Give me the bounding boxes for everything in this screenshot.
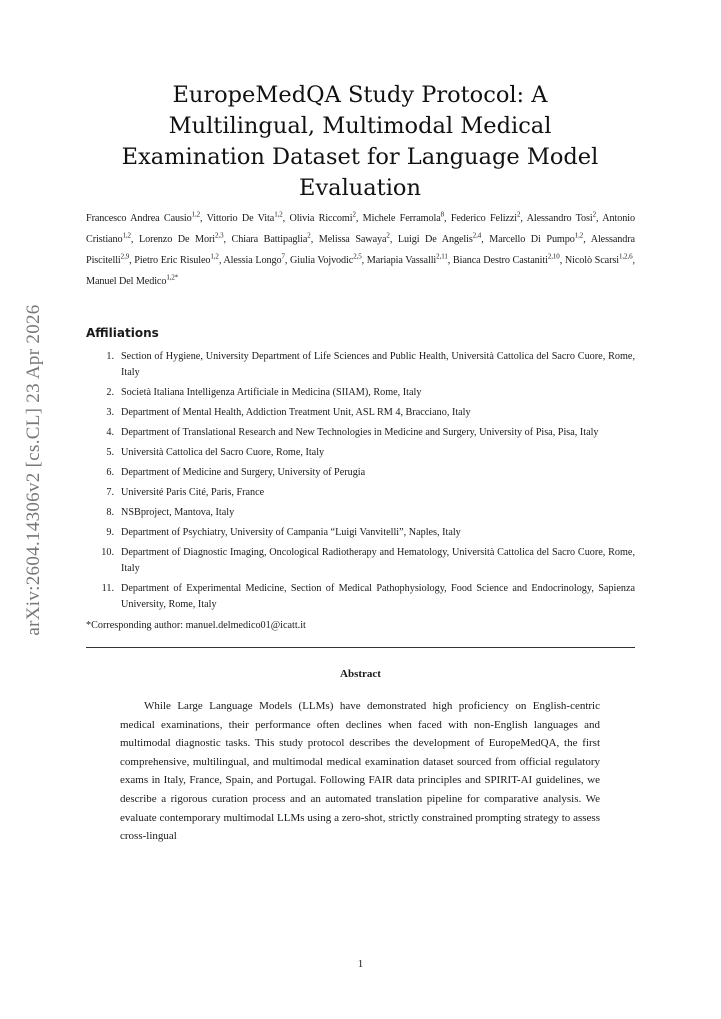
affiliation-number: 8. [106, 507, 114, 518]
affiliation-number: 7. [106, 487, 114, 498]
affiliation-item [86, 349, 635, 381]
author-name: Francesco Andrea Causio [86, 213, 192, 224]
affiliation-number: 2. [106, 387, 114, 398]
affiliation-number: 9. [106, 527, 114, 538]
author-name: Michele Ferramola [362, 213, 441, 224]
affiliation-item [86, 445, 635, 461]
affiliation-item [86, 525, 635, 541]
author-name: Manuel Del Medico [86, 276, 167, 287]
author-name: Bianca Destro Castaniti [452, 255, 548, 266]
author [450, 210, 521, 224]
section-divider [86, 647, 635, 648]
author [223, 252, 285, 266]
author-affiliation-marker: 2,9 [120, 252, 130, 261]
affiliation-text: NSBproject, Mantova, Italy [121, 507, 235, 518]
affiliations-heading: Affiliations [86, 326, 159, 340]
author-name: Mariapia Vassalli [366, 255, 437, 266]
author-name: Pietro Eric Risuleo [134, 255, 211, 266]
author-affiliation-marker: 1,2 [122, 231, 131, 240]
affiliation-number: 4. [106, 427, 114, 438]
paper-title: EuropeMedQA Study Protocol: A Multilingual, Multimodal Medical Examination Dataset for Language Model Evaluation [121, 82, 599, 201]
author [206, 210, 283, 224]
author-affiliation-marker: 2 [592, 210, 597, 219]
author-name: Giulia Vojvodic [290, 255, 354, 266]
author-affiliation-marker: 2,4 [472, 231, 482, 240]
affiliation-item [86, 545, 635, 577]
page-number: 1 [357, 958, 364, 970]
affiliation-item [86, 425, 635, 441]
author [290, 252, 362, 266]
affiliation-item [86, 385, 635, 401]
author [138, 231, 224, 245]
author-name: Federico Felizzi [450, 213, 518, 224]
author [134, 252, 219, 266]
author-name: Vittorio De Vita [206, 213, 275, 224]
author-name: Olivia Riccomi [289, 213, 353, 224]
author-name: Alessia Longo [223, 255, 282, 266]
author [489, 231, 584, 245]
author-affiliation-marker: 1,2 [191, 210, 201, 219]
affiliation-number: 5. [106, 447, 114, 458]
author-name: Marcello Di Pumpo [489, 234, 575, 245]
author-affiliation-marker: 2 [307, 231, 311, 240]
author-affiliation-marker: 1,2,6 [618, 252, 633, 261]
author-affiliation-marker: 1,2* [166, 273, 179, 282]
affiliation-text: Department of Translational Research and New Technologies in Medicine and Surgery, University of Pisa, Pisa, Italy [121, 427, 599, 438]
affiliation-text: Università Cattolica del Sacro Cuore, Rome, Italy [121, 447, 325, 458]
affiliation-text: Department of Psychiatry, University of Campania “Luigi Vanvitelli”, Naples, Italy [121, 527, 461, 538]
affiliation-number: 3. [106, 407, 114, 418]
affiliation-text: Società Italiana Intelligenza Artificiale in Medicina (SIIAM), Rome, Italy [121, 387, 422, 398]
affiliation-text: Section of Hygiene, University Department of Life Sciences and Public Health, Università Cattolica del Sacro Cuore, Rome, Italy [121, 351, 635, 378]
affiliation-item [86, 485, 635, 501]
affiliation-item [86, 465, 635, 481]
author-name: Melissa Sawaya [318, 234, 387, 245]
author-affiliation-marker: 2 [386, 231, 390, 240]
author-affiliation-marker: 1,2 [574, 231, 584, 240]
author [289, 210, 356, 224]
author-name: Alessandra Piscitelli [86, 234, 635, 266]
author [564, 252, 633, 266]
affiliation-number: 11. [101, 583, 114, 594]
author-affiliation-marker: 2,10 [547, 252, 560, 261]
author-affiliation-marker: 2,11 [436, 252, 448, 261]
affiliation-text: Université Paris Cité, Paris, France [121, 487, 265, 498]
author-affiliation-marker: 1,2 [274, 210, 283, 219]
affiliation-text: Department of Medicine and Surgery, University of Perugia [121, 467, 366, 478]
author [231, 231, 311, 245]
author-name: Luigi De Angelis [397, 234, 473, 245]
author-list: Francesco Andrea Causio$^{1,2}$, Vittorio De Vita$^{1,2}$, Olivia Riccomi$^2$, Michele Ferramola$^8$, Federico Felizzi$^2$, Alessandro Tosi$^2$, Antonio Cristiano$^{1,2}$, Lorenzo De Mori$^{2,3}$, Chiara Battipaglia$^2$, Melissa Sawaya$^2$, Luigi De Angelis$^{2,4}$, Marcello Di Pumpo$^{1,2}$, Alessandra Piscitelli$^{2,9}$, Pietro Eric Risuleo$^{1,2}$, Alessia Longo$^7$, Giulia Vojvodic$^{2,5}$, Mariapia Vassalli$^{2,11}$, Bianca Destro Castaniti$^{2,10}$, Nicolò Scarsi$^{1,2,6}$, Manuel Del Medico$^{1,2*}$ [86, 210, 635, 287]
author-affiliation-marker: 2,3 [215, 231, 224, 240]
author [526, 210, 597, 224]
author [318, 231, 390, 245]
affiliations-list [86, 349, 635, 617]
affiliation-text: Department of Experimental Medicine, Section of Medical Pathophysiology, Food Science and Endocrinology, Sapienza University, Rome, Italy [121, 583, 635, 610]
author-affiliation-marker: 2,5 [353, 252, 362, 261]
author-name: Antonio Cristiano [86, 213, 635, 245]
author-affiliation-marker: 2 [517, 210, 521, 219]
affiliation-item [86, 405, 635, 421]
author-affiliation-marker: 1,2 [210, 252, 219, 261]
author-name: Alessandro Tosi [526, 213, 593, 224]
affiliation-number: 6. [106, 467, 114, 478]
author-affiliation-marker: 8 [440, 210, 445, 219]
arxiv-identifier: arXiv:2604.14306v2 [cs.CL] 23 Apr 2026 [23, 304, 44, 636]
affiliation-item [86, 505, 635, 521]
author-affiliation-marker: 2 [352, 210, 356, 219]
author-affiliation-marker: 7 [281, 252, 285, 261]
affiliation-number: 10. [101, 547, 114, 558]
abstract-text: While Large Language Models (LLMs) have demonstrated high proficiency on English-centric medical examinations, their performance often declines when faced with non-English languages and multimodal diagnostic tasks. This study protocol describes the development of EuropeMedQA, the first comprehensive, multilingual, and multimodal medical examination dataset sourced from official regulatory exams in Italy, France, Spain, and Portugal. Following FAIR data principles and SPIRIT-AI guidelines, we describe a rigorous curation process and an automated translation pipeline for comparative analysis. We evaluate contemporary multimodal LLMs using a zero-shot, strictly constrained prompting strategy to assess cross-lingual [120, 700, 600, 843]
author [362, 210, 445, 224]
abstract-heading: Abstract [340, 668, 381, 680]
author-name: Nicolò Scarsi [564, 255, 619, 266]
author [397, 231, 482, 245]
affiliation-text: Department of Diagnostic Imaging, Oncological Radiotherapy and Hematology, Università Cattolica del Sacro Cuore, Rome, Italy [121, 547, 635, 574]
affiliation-number: 1. [106, 351, 114, 362]
author [86, 210, 201, 224]
author [366, 252, 448, 266]
corresponding-author: *Corresponding author: manuel.delmedico01@icatt.it [86, 620, 306, 631]
author-name: Lorenzo De Mori [138, 234, 216, 245]
author [86, 273, 179, 287]
affiliation-item [86, 581, 635, 613]
author-name: Chiara Battipaglia [231, 234, 308, 245]
author [452, 252, 560, 266]
affiliation-text: Department of Mental Health, Addiction Treatment Unit, ASL RM 4, Bracciano, Italy [121, 407, 471, 418]
